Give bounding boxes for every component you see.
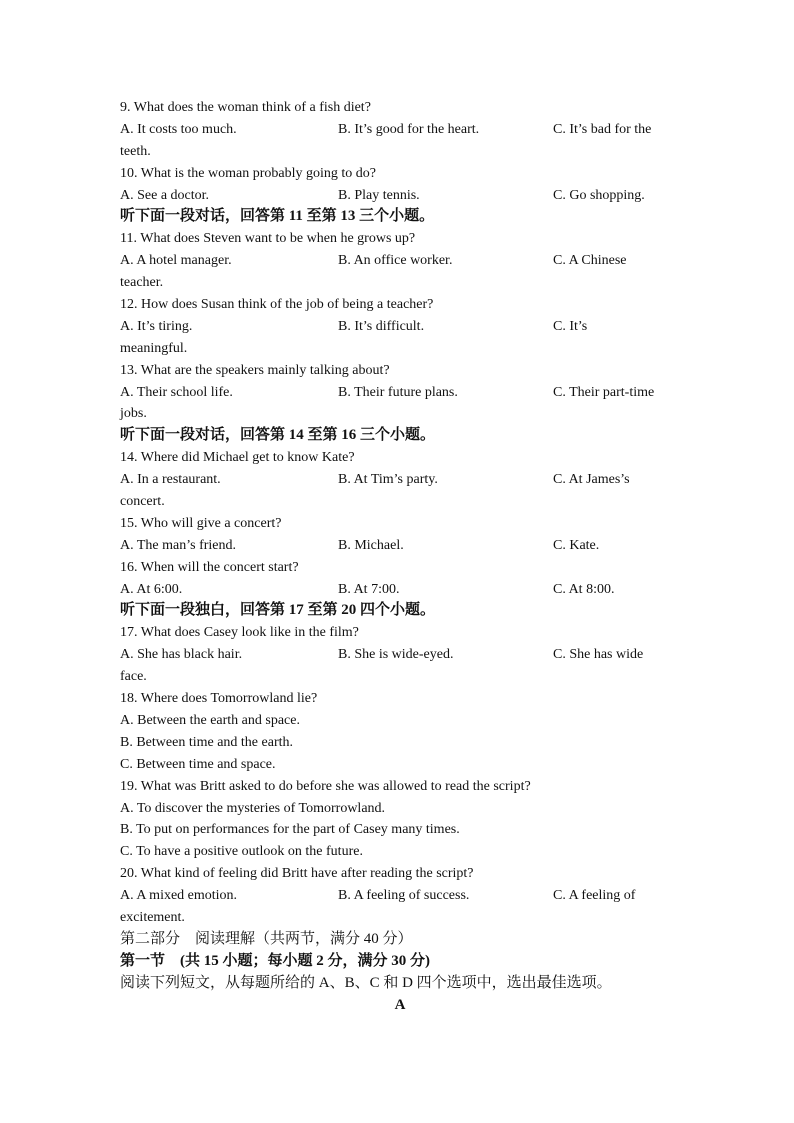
option-b: B. Play tennis. bbox=[338, 187, 420, 203]
options-row bbox=[120, 644, 680, 666]
option-b: B. It’s good for the heart. bbox=[338, 121, 480, 137]
options-row bbox=[120, 316, 680, 338]
option-c: C. Go shopping. bbox=[553, 187, 645, 203]
text-line: teacher. bbox=[120, 275, 164, 291]
option-a: A. The man’s friend. bbox=[120, 537, 236, 553]
text-line: teeth. bbox=[120, 143, 151, 159]
option-c: C. She has wide bbox=[553, 647, 644, 663]
question-text: 9. What does the woman think of a fish diet? bbox=[120, 100, 371, 115]
option-a: A. Their school life. bbox=[120, 384, 233, 400]
option-b: B. An office worker. bbox=[338, 253, 453, 269]
options-row bbox=[120, 535, 680, 557]
part-heading: 第二部分 阅读理解（共两节，满分 40 分） bbox=[120, 930, 413, 947]
question-text: 14. Where did Michael get to know Kate? bbox=[120, 450, 355, 466]
option-b: B. At 7:00. bbox=[338, 581, 400, 597]
question-text: 18. Where does Tomorrowland lie? bbox=[120, 691, 318, 707]
options-row bbox=[120, 250, 680, 272]
option-c: C. A feeling of bbox=[553, 888, 636, 904]
option-a: A. A mixed emotion. bbox=[120, 888, 238, 904]
question-text: 10. What is the woman probably going to do? bbox=[120, 165, 376, 181]
text-line: A. Between the earth and space. bbox=[120, 712, 300, 728]
section-instruction: 听下面一段独白，回答第 17 至第 20 四个小题。 bbox=[120, 602, 436, 619]
question-text: 13. What are the speakers mainly talking about? bbox=[120, 362, 390, 378]
option-b: B. Their future plans. bbox=[338, 384, 458, 400]
options-row bbox=[120, 382, 680, 404]
option-a: A. It costs too much. bbox=[120, 121, 237, 137]
question-text: 11. What does Steven want to be when he grows up? bbox=[120, 231, 416, 247]
question-text: 15. Who will give a concert? bbox=[120, 515, 282, 531]
option-c: C. It’s bbox=[553, 318, 588, 334]
text-line: face. bbox=[120, 669, 147, 685]
exam-content bbox=[120, 97, 680, 1016]
reading-instruction: 阅读下列短文，从每题所给的 A、B、C 和 D 四个选项中，选出最佳选项。 bbox=[120, 974, 612, 991]
option-a: A. See a doctor. bbox=[120, 187, 210, 203]
section-heading: 第一节 (共 15 小题；每小题 2 分，满分 30 分) bbox=[120, 952, 430, 969]
option-b: B. Michael. bbox=[338, 537, 404, 553]
question-text: 16. When will the concert start? bbox=[120, 559, 299, 575]
option-c: C. Their part-time bbox=[553, 384, 655, 400]
options-row bbox=[120, 885, 680, 907]
text-line: B. To put on performances for the part of Casey many times. bbox=[120, 822, 460, 838]
option-a: A. She has black hair. bbox=[120, 647, 243, 663]
text-line: concert. bbox=[120, 494, 165, 510]
question-text: 19. What was Britt asked to do before she was allowed to read the script? bbox=[120, 778, 531, 794]
section-instruction: 听下面一段对话，回答第 11 至第 13 三个小题。 bbox=[120, 208, 435, 225]
passage-label: A bbox=[394, 996, 406, 1013]
option-c: C. At James’s bbox=[553, 472, 630, 488]
section-instruction: 听下面一段对话，回答第 14 至第 16 三个小题。 bbox=[120, 427, 436, 444]
text-line: jobs. bbox=[120, 406, 147, 422]
option-c: C. At 8:00. bbox=[553, 581, 615, 597]
question-text: 17. What does Casey look like in the film? bbox=[120, 625, 359, 641]
option-c: C. It’s bad for the bbox=[553, 121, 652, 137]
option-b: B. It’s difficult. bbox=[338, 318, 425, 334]
question-text: 12. How does Susan think of the job of being a teacher? bbox=[120, 297, 434, 313]
text-line: meaningful. bbox=[120, 340, 188, 356]
options-row bbox=[120, 119, 680, 141]
text-line: C. Between time and space. bbox=[120, 756, 276, 772]
option-c: C. Kate. bbox=[553, 537, 600, 553]
option-b: B. At Tim’s party. bbox=[338, 472, 438, 488]
option-c: C. A Chinese bbox=[553, 253, 627, 269]
text-line: B. Between time and the earth. bbox=[120, 734, 293, 750]
options-row bbox=[120, 469, 680, 491]
question-text: 20. What kind of feeling did Britt have after reading the script? bbox=[120, 866, 474, 882]
option-a: A. It’s tiring. bbox=[120, 318, 193, 334]
text-line: C. To have a positive outlook on the future. bbox=[120, 844, 363, 860]
options-row bbox=[120, 579, 680, 601]
option-b: B. A feeling of success. bbox=[338, 888, 470, 904]
option-a: A. At 6:00. bbox=[120, 581, 183, 597]
text-line: excitement. bbox=[120, 909, 185, 925]
option-a: A. In a restaurant. bbox=[120, 472, 221, 488]
option-a: A. A hotel manager. bbox=[120, 253, 232, 269]
text-line: A. To discover the mysteries of Tomorrowland. bbox=[120, 800, 386, 816]
options-row bbox=[120, 185, 680, 207]
option-b: B. She is wide-eyed. bbox=[338, 647, 454, 663]
